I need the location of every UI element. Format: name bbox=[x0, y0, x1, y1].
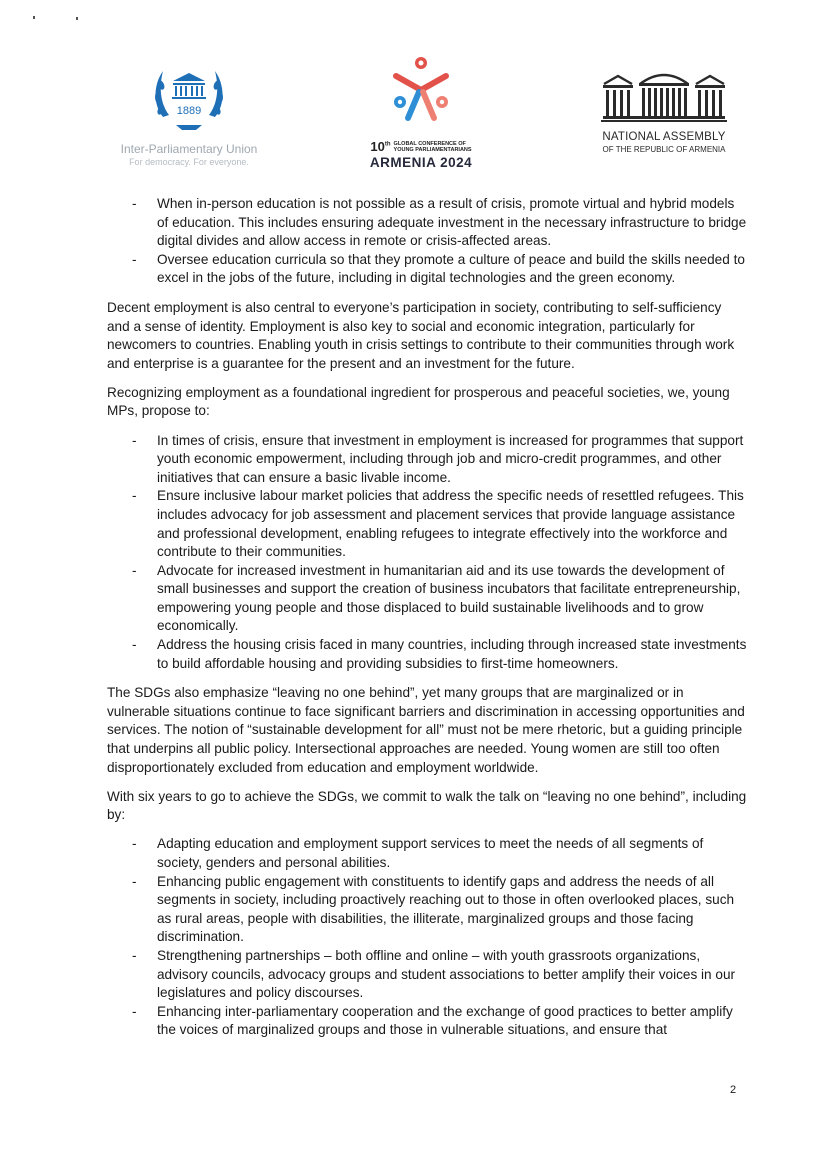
page-number: 2 bbox=[730, 1084, 737, 1096]
paragraph-commit: With six years to go to achieve the SDGs, we commit to walk the talk on “leaving no one behind”, including by: bbox=[107, 788, 747, 823]
conference-title bbox=[356, 139, 486, 154]
ipu-name: Inter-Parliamentary Union bbox=[120, 142, 258, 156]
list-item: - When in-person education is not possible as a result of crisis, promote virtual and hybrid models of education. This includes ensuring adequate investment in the necessary infrastructure to bridge digital divides and allow access in remote or crisis-affected areas. bbox=[107, 195, 747, 251]
national-assembly-logo bbox=[594, 68, 734, 154]
conference-line2: YOUNG PARLIAMENTARIANS bbox=[393, 146, 472, 153]
bullet-list-leaving-no-one-behind bbox=[107, 835, 747, 1040]
national-assembly-name: NATIONAL ASSEMBLY bbox=[602, 131, 726, 143]
ipu-year: 1889 bbox=[176, 105, 202, 117]
conference-logo bbox=[356, 52, 486, 170]
paragraph-sdgs: The SDGs also emphasize “leaving no one behind”, yet many groups that are marginalized or in vulnerable situations continue to face significant barriers and discrimination in accessing opportunities and services. The notion of “sustainable development for all” must not be mere rhetoric, but a guiding principle that underpins all public policy. Intersectional approaches are needed. Young women are still too often disproportionately excluded from education and employment worldwide. bbox=[107, 685, 745, 775]
ipu-tagline: For democracy. For everyone. bbox=[129, 157, 249, 167]
scan-speck bbox=[76, 17, 78, 20]
list-item: - Enhancing inter-parliamentary cooperation and the exchange of good practices to better amplify the voices of marginalized groups and those in vulnerable situations, and ensure that bbox=[107, 1003, 747, 1040]
bullet-list-education bbox=[107, 195, 747, 288]
ipu-emblem-icon bbox=[149, 57, 229, 133]
list-item: - Address the housing crisis faced in many countries, including through increased state investments to build affordable housing and providing subsidies to first-time homeowners. bbox=[107, 636, 747, 673]
conference-flower-icon bbox=[386, 52, 456, 132]
paragraph-propose: Recognizing employment as a foundational ingredient for prosperous and peaceful societies, we, young MPs, propose to: bbox=[107, 384, 730, 419]
document-body bbox=[107, 195, 747, 1051]
list-item: - Adapting education and employment support services to meet the needs of all segments of society, genders and personal abilities. bbox=[107, 835, 747, 872]
list-item: - Ensure inclusive labour market policies that address the specific needs of resettled refugees. This includes advocacy for job assessment and placement services that provide language assistance and professional development, enabling refugees to integrate effectively into the workforce and contribute to their communities. bbox=[107, 487, 747, 561]
conference-number: 10th bbox=[370, 139, 391, 154]
conference-line1: GLOBAL CONFERENCE OF bbox=[393, 140, 466, 147]
paragraph-employment: Decent employment is also central to everyone’s participation in society, contributing to self-sufficiency and a sense of identity. Employment is also key to social and economic integration, particularly for newcomers to countries. Enabling youth in crisis settings to contribute to their communities through work and enterprise is a guarantee for the present and an investment for the future. bbox=[107, 299, 735, 371]
list-item: - Oversee education curricula so that they promote a culture of peace and build the skills needed to excel in the jobs of the future, including in digital technologies and the green economy. bbox=[107, 251, 747, 288]
list-item: - Strengthening partnerships – both offline and online – with youth grassroots organizations, advisory councils, advocacy groups and student associations to better amplify their voices in our legislatures and policy discourses. bbox=[107, 947, 747, 1003]
conference-subtitle bbox=[394, 141, 472, 153]
bullet-list-employment bbox=[107, 432, 747, 674]
scan-speck bbox=[33, 16, 35, 19]
national-assembly-building-icon bbox=[600, 68, 728, 124]
list-item: - In times of crisis, ensure that investment in employment is increased for programmes that support youth economic empowerment, including through job and micro-credit programmes, and other initiatives that can ensure a basic livable income. bbox=[107, 432, 747, 488]
list-item: - Enhancing public engagement with constituents to identify gaps and address the needs of all segments in society, including proactively reaching out to those in often overlooked places, such as rural areas, people with disabilities, the illiterate, marginalized groups and those facing discrimination. bbox=[107, 873, 747, 947]
ipu-logo bbox=[118, 57, 260, 167]
list-item: - Advocate for increased investment in humanitarian aid and its use towards the development of small businesses and support the creation of business incubators that facilitate entrepreneurship, empowering young people and those displaced to build sustainable livelihoods and to grow economically. bbox=[107, 562, 747, 636]
conference-place: ARMENIA 2024 bbox=[369, 155, 473, 170]
national-assembly-subtitle: OF THE REPUBLIC OF ARMENIA bbox=[602, 145, 726, 154]
conference-number-suffix: th bbox=[384, 141, 391, 148]
